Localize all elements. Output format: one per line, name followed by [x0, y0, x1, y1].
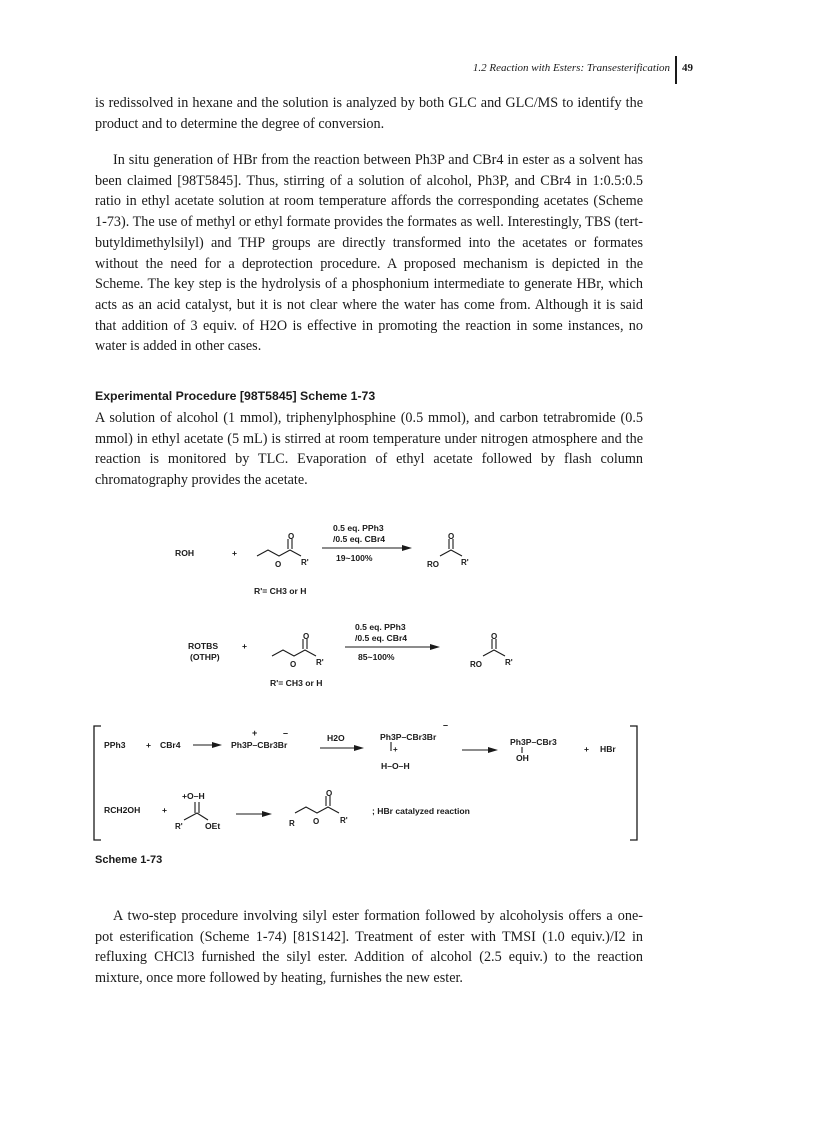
- r1-arrow: [322, 545, 412, 551]
- mech-arrow-1: [193, 742, 222, 748]
- svg-text:R': R': [461, 558, 469, 567]
- page-number: 49: [682, 62, 693, 74]
- svg-text:R': R': [301, 558, 309, 567]
- mech-protonated-h: +O–H: [182, 791, 205, 801]
- paragraph-in-situ-hbr: In situ generation of HBr from the reaction between Ph3P and CBr4 in ester as a solvent has been claimed [98T5845]. Thus, stirring of a solution of alcohol, Ph3P, and CBr4 in 1:0.5:0.5 ratio in ethyl acetate solution at room temperature affords the corresponding acetates (Scheme 1-73). The use of methyl or ethyl formate provides the formates as well. Interestingly, TBS (tert-butyldimethylsilyl) and THP groups are directly transformed into the acetates or formates without the need for a deprotection procedure. A proposed mechanism is depicted in the Scheme. The key step is the hydrolysis of a phosphonium intermediate to generate HBr, which acts as an acid catalyst, but it is not clear where the water has come from. Although it is said that addition of 3 equiv. of H2O is effective in promoting the reaction in some instances, no water is added in other cases.: [95, 152, 643, 355]
- svg-text:–: –: [283, 728, 289, 738]
- mech-product-oh: OH: [516, 753, 529, 763]
- r1-plus: +: [232, 548, 238, 558]
- svg-text:+: +: [252, 728, 258, 738]
- svg-text:O: O: [288, 532, 295, 541]
- r2-reagent-line1: 0.5 eq. PPh3: [355, 622, 406, 632]
- svg-text:R': R': [316, 658, 324, 667]
- r1-reagent-line1: 0.5 eq. PPh3: [333, 523, 384, 533]
- r2-yield: 85~100%: [358, 652, 395, 662]
- svg-text:–: –: [443, 720, 449, 730]
- r2-reagent-line2: /0.5 eq. CBr4: [355, 633, 408, 643]
- mech-phosphonium: Ph3P–CBr3Br: [231, 740, 288, 750]
- r2-reactant-line2: (OTHP): [190, 652, 220, 662]
- mech-ester-product: [289, 789, 348, 828]
- mech-adduct-bottom: H–O–H: [381, 761, 410, 771]
- procedure-text: A solution of alcohol (1 mmol), triphenylphosphine (0.5 mmol), and carbon tetrabromide (0.5 mmol) in ethyl acetate (5 mL) is stirred at room temperature under nitrogen atmosphere and the reaction is monitored by TLC. Evaporation of ethyl acetate followed by flash column chromatography provides the acetate.: [95, 410, 643, 489]
- svg-text:O: O: [326, 789, 333, 798]
- r1-ester-structure: [257, 532, 309, 569]
- mech-catalysis-note: ; HBr catalyzed reaction: [372, 806, 470, 816]
- svg-text:RO: RO: [470, 660, 482, 669]
- mech-plus-2: +: [584, 744, 590, 754]
- svg-text:RO: RO: [427, 560, 439, 569]
- svg-text:O: O: [303, 632, 310, 641]
- svg-text:R: R: [289, 819, 295, 828]
- running-title: 1.2 Reaction with Esters: Transesterification: [472, 62, 670, 74]
- scheme-caption: Scheme 1-73: [95, 854, 163, 866]
- mech-protonated-ester: [175, 791, 220, 831]
- mech-oet: OEt: [205, 821, 221, 831]
- svg-text:O: O: [275, 560, 282, 569]
- svg-text:O: O: [448, 532, 455, 541]
- mech-hbr: HBr: [600, 744, 616, 754]
- mech-adduct-top: Ph3P–CBr3Br: [380, 732, 437, 742]
- svg-text:O: O: [290, 660, 297, 669]
- r1-rprime-note: R'= CH3 or H: [254, 586, 307, 596]
- svg-text:+: +: [393, 745, 398, 754]
- procedure-heading: Experimental Procedure [98T5845] Scheme 1-73: [95, 389, 376, 403]
- paragraph-continuation: is redissolved in hexane and the solution is analyzed by both GLC and GLC/MS to identify the product and to determine the degree of conversion.: [95, 95, 643, 132]
- paragraph-two-step: A two-step procedure involving silyl ester formation followed by alcoholysis offers a one-pot esterification (Scheme 1-74) [81S142]. Treatment of ester with TMSI (1.0 equiv.)/I2 in refluxing CHCl3 furnished the silyl ester. Addition of alcohol (2.5 equiv.) to the reaction mixture, once more followed by heating, furnishes the new ester.: [95, 908, 643, 987]
- mech-water: H2O: [327, 733, 345, 743]
- r2-plus: +: [242, 641, 248, 651]
- r2-ester-structure: [272, 632, 324, 669]
- svg-text:O: O: [491, 632, 498, 641]
- mech-plus-1: +: [146, 740, 152, 750]
- svg-text:R': R': [340, 816, 348, 825]
- r2-arrow: [345, 644, 440, 650]
- r1-product-structure: [427, 532, 469, 569]
- r2-rprime-note: R'= CH3 or H: [270, 678, 323, 688]
- r2-product-structure: [470, 632, 513, 669]
- svg-text:O: O: [313, 817, 320, 826]
- mech-arrow-3: [462, 747, 498, 753]
- mech-alcohol: RCH2OH: [104, 805, 141, 815]
- mech-plus-3: +: [162, 805, 168, 815]
- svg-text:R': R': [505, 658, 513, 667]
- mech-product: Ph3P–CBr3: [510, 737, 557, 747]
- mech-cbr4: CBr4: [160, 740, 181, 750]
- r1-reagent-line2: /0.5 eq. CBr4: [333, 534, 386, 544]
- mech-arrow-4: [236, 811, 272, 817]
- r1-yield: 19~100%: [336, 553, 373, 563]
- r1-reactant: ROH: [175, 548, 195, 558]
- mech-arrow-2: [320, 745, 364, 751]
- svg-text:R': R': [175, 822, 183, 831]
- r2-reactant-line1: ROTBS: [188, 641, 219, 651]
- mech-pph3: PPh3: [104, 740, 126, 750]
